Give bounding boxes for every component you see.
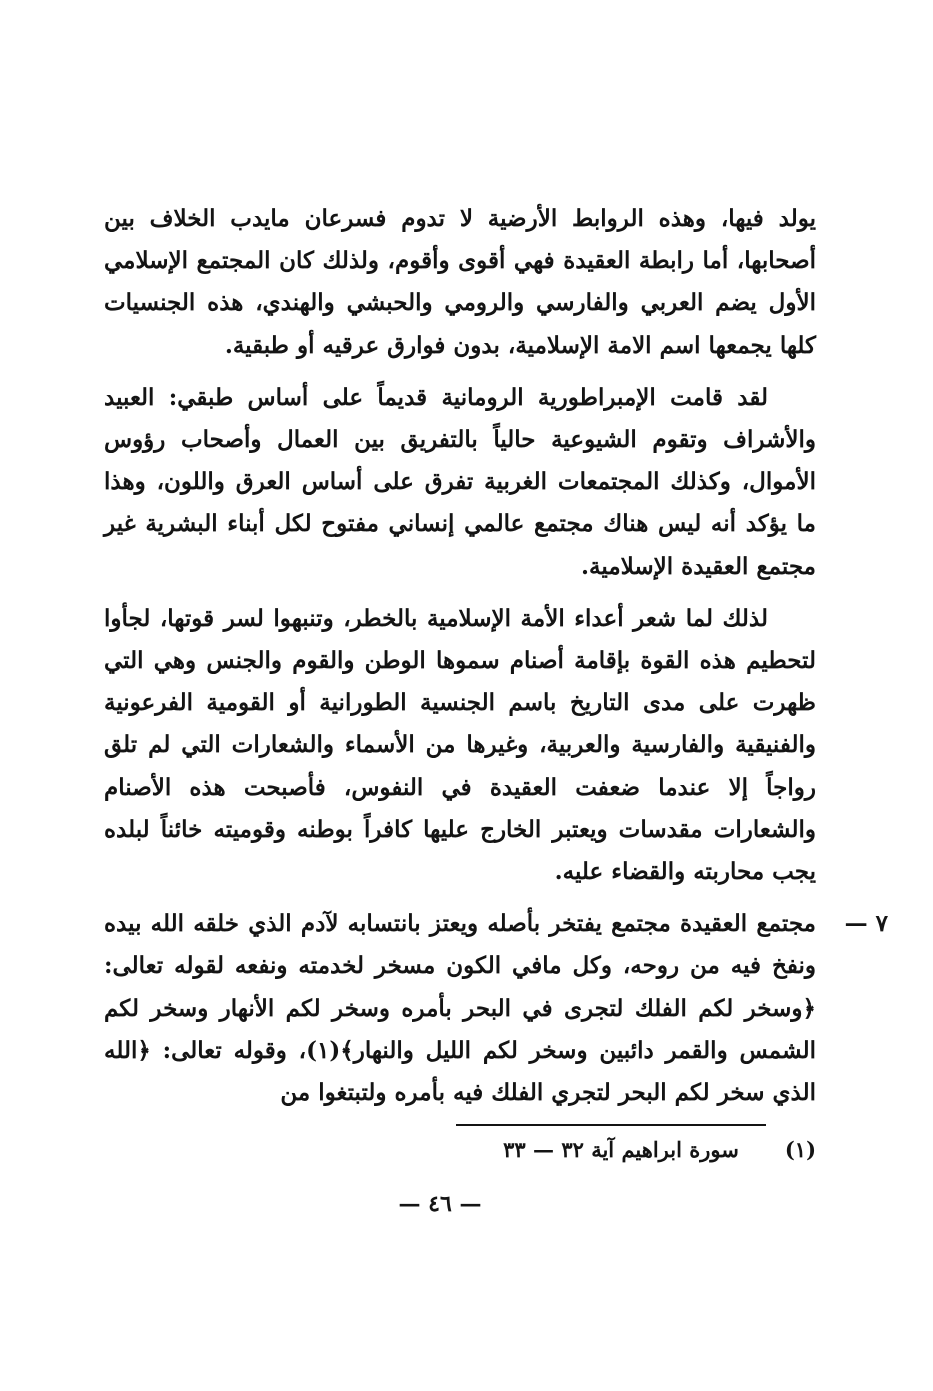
footnote-marker: (١) <box>784 1137 816 1162</box>
page-number: — ٤٦ — <box>398 1191 482 1217</box>
footnote-text: سورة ابراهيم آية ٣٢ — ٣٣ <box>503 1137 739 1162</box>
footnote <box>440 1130 816 1170</box>
paragraph-3: لذلك لما شعر أعداء الأمة الإسلامية بالخطر، وتنبهوا لسر قوتها، لجأوا لتحطيم هذه القوة بإقامة أصنام سموها الوطن والقوم والجنس وهي التي ظهرت على مدى التاريخ باسم الجنسية الطورانية أو القومية الفرعونية والفنيقية والفارسية والعربية، وغيرها من الأسماء والشعارات التي لم تلق رواجاً إلا عندما ضعفت العقيدة في النفوس، فأصبحت هذه الأصنام والشعارات مقدسات ويعتبر الخارج عليها كافراً بوطنه وقوميته خائناً لبلده يجب محاربته والقضاء عليه. <box>104 604 816 886</box>
footnote-separator <box>456 1124 766 1126</box>
numbered-item-text: مجتمع العقيدة مجتمع يفتخر بأصله ويعتز بانتسابه لآدم الذي خلقه الله بيده ونفخ فيه من روحه، وكل مافي الكون مسخر لخدمته ونفعه لقوله تعالى: ﴿وسخر لكم الفلك لتجرى في البحر بأمره وسخر لكم الأنهار وسخر لكم الشمس والقمر دائبين وسخر لكم الليل والنهار﴾(١)، وقوله تعالى: ﴿الله الذي سخر لكم البحر لتجري الفلك فيه بأمره ولتبتغوا من <box>104 910 816 1107</box>
paragraph-1: يولد فيها، وهذه الروابط الأرضية لا تدوم فسرعان مايدب الخلاف بين أصحابها، أما رابطة العقيدة فهي أقوى وأقوم، ولذلك كان المجتمع الإسلامي الأول يضم العربي والفارسي والرومي والحبشي والهندي، هذه الجنسيات كلها يجمعها اسم الامة الإسلامية، بدون فوارق عرقيه أو طبقية. <box>104 205 816 359</box>
paragraph-2: لقد قامت الإمبراطورية الرومانية قديماً على أساس طبقي: العبيد والأشراف وتقوم الشيوعية حالياً بالتفريق بين العمال وأصحاب رؤوس الأموال، وكذلك المجتمعات الغربية تفرق على أساس العرق واللون، وهذا ما يؤكد أنه ليس هناك مجتمع عالمي إنساني مفتوح لكل أبناء البشرية غير مجتمع العقيدة الإسلامية. <box>104 383 816 580</box>
main-text-block <box>104 198 888 1124</box>
numbered-item-7 <box>104 903 888 1114</box>
item-number: ٧ — <box>844 910 888 938</box>
